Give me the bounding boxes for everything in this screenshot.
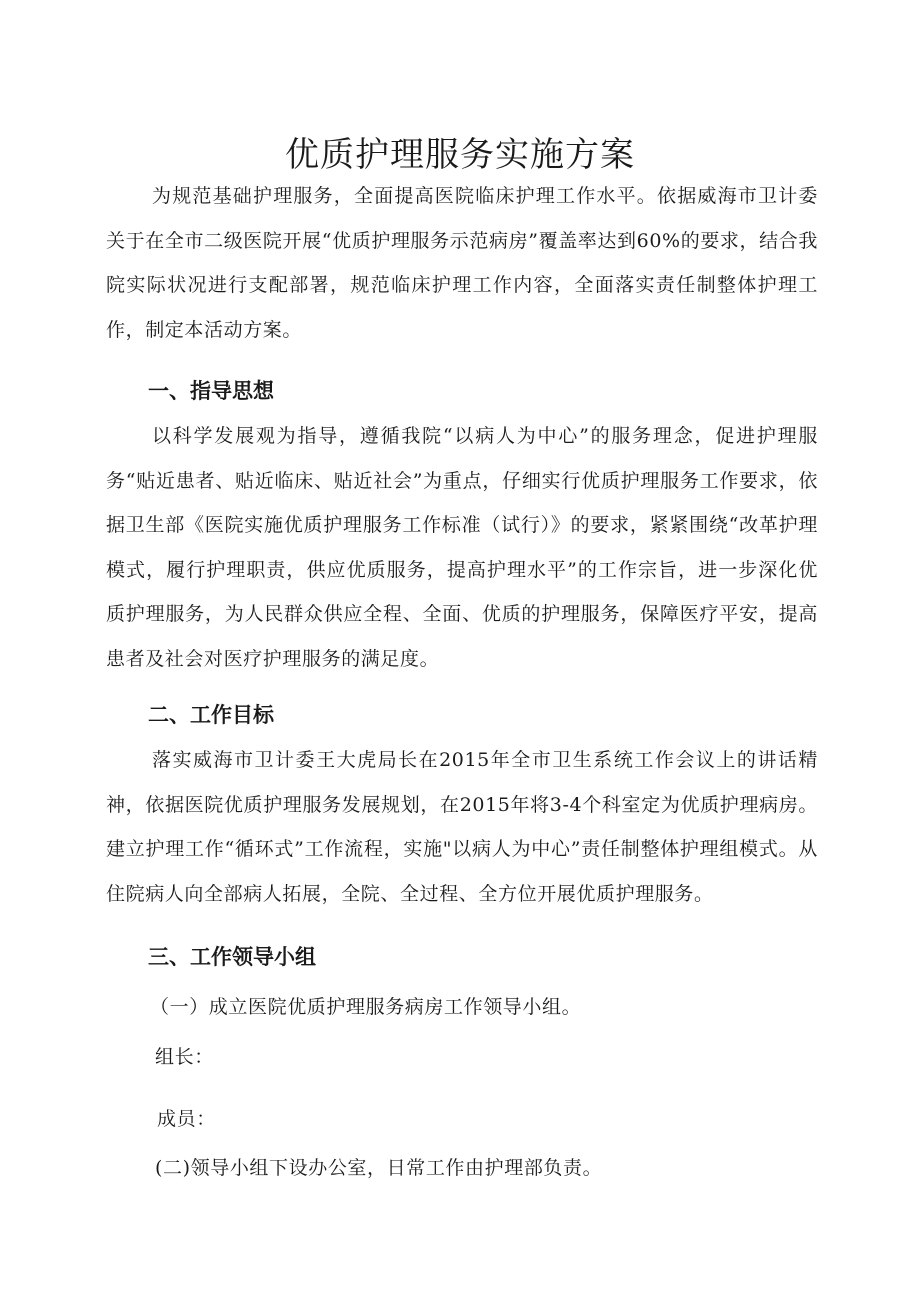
members-label: 成员： xyxy=(157,1108,216,1130)
section-heading-leading-group: 三、工作领导小组 xyxy=(148,945,316,969)
intro-paragraph: 为规范基础护理服务，全面提高医院临床护理工作水平。依据威海市卫计委关于在全市二级医院开展“优质护理服务示范病房”覆盖率达到60%的要求，结合我院实际状况进行支配部署，规范临床护理工作内容，全面落实责任制整体护理工作，制定本活动方案。 xyxy=(106,185,818,341)
work-goals-paragraph: 落实威海市卫计委王大虎局长在2015年全市卫生系统工作会议上的讲话精神，依据医院优质护理服务发展规划，在2015年将3-4个科室定为优质护理病房。建立护理工作“循环式”工作流程，实施"以病人为中心”责任制整体护理组模式。从住院病人向全部病人拓展，全院、全过程、全方位开展优质护理服务。 xyxy=(106,749,818,905)
leading-group-item-2: (二)领导小组下设办公室，日常工作由护理部负责。 xyxy=(155,1157,603,1179)
section-heading-work-goals: 二、工作目标 xyxy=(148,703,274,727)
document-title: 优质护理服务实施方案 xyxy=(285,134,635,175)
guiding-thought-paragraph: 以科学发展观为指导，遵循我院“以病人为中心”的服务理念，促进护理服务“贴近患者、贴近临床、贴近社会”为重点，仔细实行优质护理服务工作要求，依据卫生部《医院实施优质护理服务工作标准（试行）》的要求，紧紧围绕“改革护理模式，履行护理职责，供应优质服务，提高护理水平”的工作宗旨，进一步深化优质护理服务，为人民群众供应全程、全面、优质的护理服务，保障医疗平安，提高患者及社会对医疗护理服务的满足度。 xyxy=(106,425,818,670)
leading-group-item-1: （一）成立医院优质护理服务病房工作领导小组。 xyxy=(150,996,582,1018)
leader-label: 组长： xyxy=(155,1046,214,1068)
section-heading-guiding-thought: 一、指导思想 xyxy=(148,379,274,403)
